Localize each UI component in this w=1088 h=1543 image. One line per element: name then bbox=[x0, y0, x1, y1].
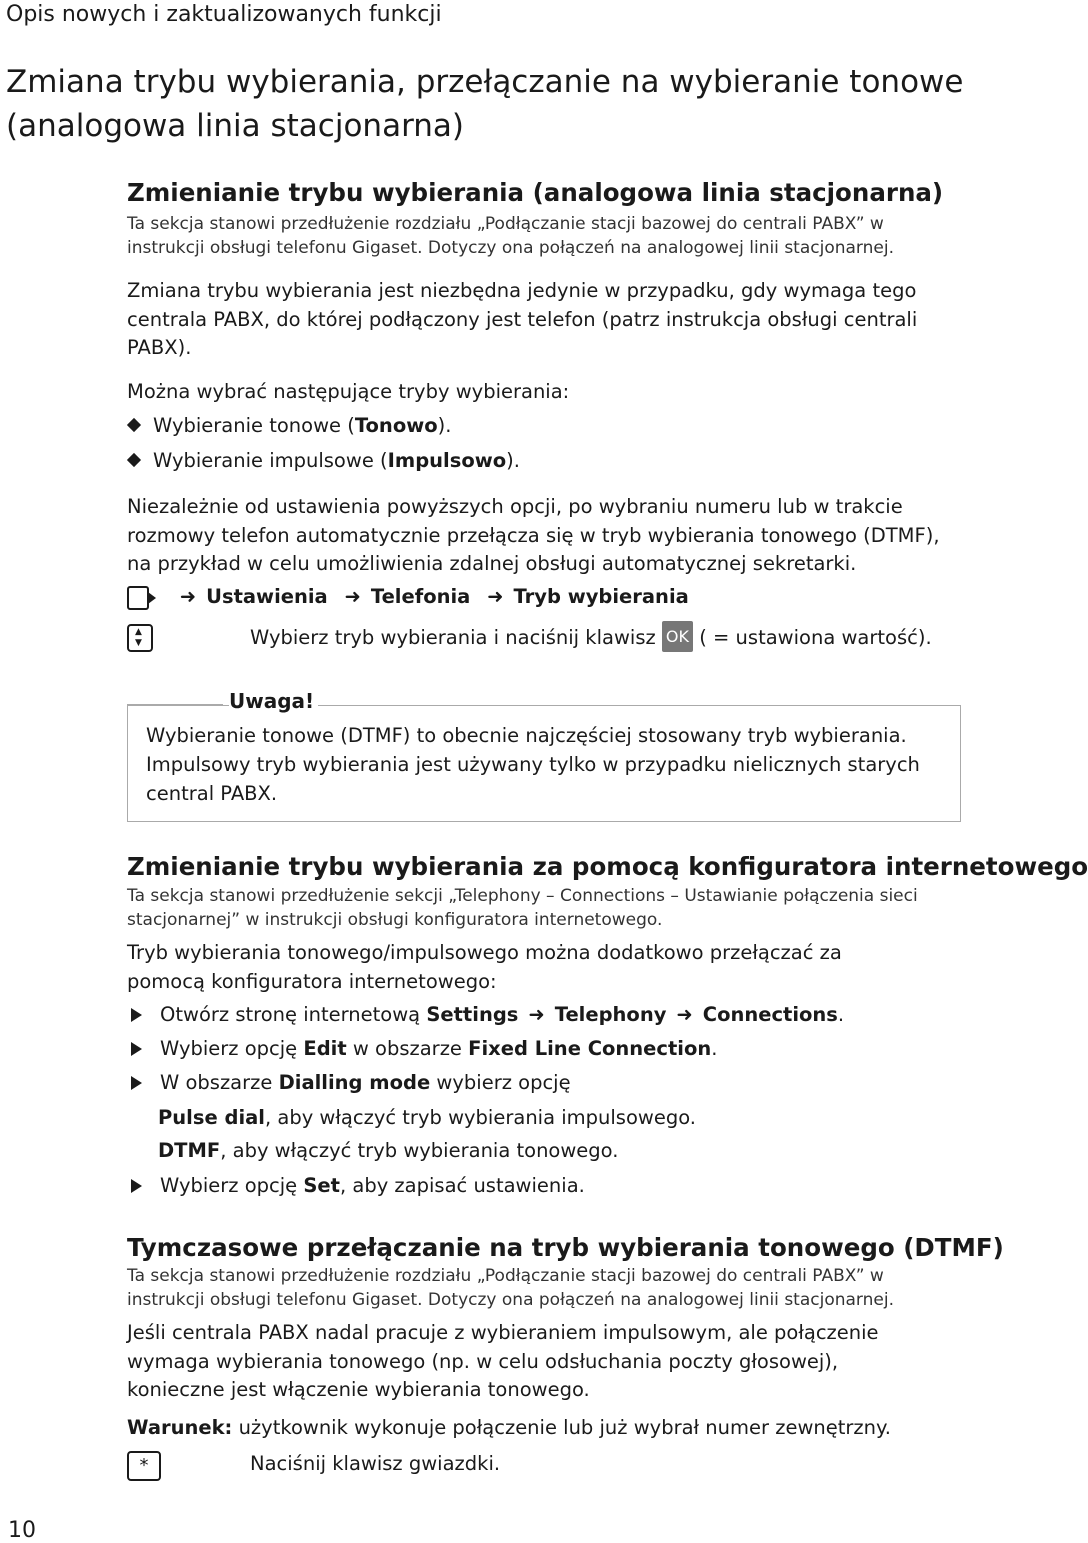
section-intro: instrukcji obsługi telefonu Gigaset. Dotyczy ona połączeń na analogowej linii stacjonarnej. bbox=[127, 238, 894, 258]
star-key-icon: * bbox=[127, 1451, 161, 1481]
list-item: Wybieranie tonowe (Tonowo). bbox=[127, 414, 451, 437]
note-text: Impulsowy tryb wybierania jest używany tylko w przypadku nielicznych starych bbox=[146, 753, 920, 776]
section-heading: Zmienianie trybu wybierania za pomocą konfiguratora internetowego bbox=[127, 852, 1088, 881]
step-item: Wybierz opcję Edit w obszarze Fixed Line Connection. bbox=[127, 1037, 717, 1060]
paragraph: na przykład w celu umożliwienia zdalnej obsługi automatycznej sekretarki. bbox=[127, 552, 857, 575]
arrow-icon: ➜ bbox=[528, 1003, 545, 1026]
paragraph: centrala PABX, do której podłączony jest telefon (patrz instrukcja obsługi centrali bbox=[127, 308, 918, 331]
note-text: Wybieranie tonowe (DTMF) to obecnie najczęściej stosowany tryb wybierania. bbox=[146, 724, 907, 747]
list-item: Wybieranie impulsowe (Impulsowo). bbox=[127, 449, 520, 472]
step-item: W obszarze Dialling mode wybierz opcję bbox=[127, 1071, 571, 1094]
step-arrow-icon bbox=[131, 1042, 142, 1056]
paragraph: PABX). bbox=[127, 336, 192, 359]
ok-key-icon: OK bbox=[662, 621, 693, 652]
arrow-icon: ➜ bbox=[487, 585, 504, 608]
step-item: Otwórz stronę internetową Settings ➜ Telephony ➜ Connections. bbox=[127, 1003, 844, 1026]
condition: Warunek: użytkownik wykonuje połączenie lub już wybrał numer zewnętrzny. bbox=[127, 1416, 891, 1439]
option-item: Pulse dial, aby włączyć tryb wybierania impulsowego. bbox=[158, 1106, 697, 1129]
section-intro: Ta sekcja stanowi przedłużenie rozdziału „Podłączanie stacji bazowej do centrali PABX” w bbox=[127, 214, 884, 234]
page-title: Zmiana trybu wybierania, przełączanie na wybieranie tonowe (analogowa linia stacjonarna) bbox=[6, 64, 964, 144]
paragraph: pomocą konfiguratora internetowego: bbox=[127, 970, 497, 993]
paragraph: rozmowy telefon automatycznie przełącza się w tryb wybierania tonowego (DTMF), bbox=[127, 524, 940, 547]
menu-path: ➜ Ustawienia ➜ Telefonia ➜ Tryb wybierania bbox=[127, 585, 689, 610]
note-title: Uwaga! bbox=[229, 689, 318, 713]
arrow-icon: ➜ bbox=[676, 1003, 693, 1026]
arrow-icon: ➜ bbox=[179, 585, 197, 608]
section-heading: Zmienianie trybu wybierania (analogowa linia stacjonarna) bbox=[127, 178, 944, 207]
section-intro: stacjonarnej” w instrukcji obsługi konfiguratora internetowego. bbox=[127, 910, 663, 930]
section-intro: Ta sekcja stanowi przedłużenie sekcji „Telephony – Connections – Ustawianie połączenia sieci bbox=[127, 886, 918, 906]
paragraph: Można wybrać następujące tryby wybierania: bbox=[127, 380, 570, 403]
instruction-text: Naciśnij klawisz gwiazdki. bbox=[250, 1452, 501, 1475]
bullet-icon bbox=[127, 453, 141, 467]
note-text: central PABX. bbox=[146, 782, 278, 805]
step-item: Wybierz opcję Set, aby zapisać ustawienia. bbox=[127, 1174, 585, 1197]
section-intro: instrukcji obsługi telefonu Gigaset. Dotyczy ona połączeń na analogowej linii stacjonarnej. bbox=[127, 1290, 894, 1310]
option-item: DTMF, aby włączyć tryb wybierania tonowego. bbox=[158, 1139, 619, 1162]
paragraph: Tryb wybierania tonowego/impulsowego można dodatkowo przełączać za bbox=[127, 941, 842, 964]
section-heading: Tymczasowe przełączanie na tryb wybierania tonowego (DTMF) bbox=[127, 1233, 1004, 1262]
running-header: Opis nowych i zaktualizowanych funkcji bbox=[6, 2, 442, 27]
paragraph: wymaga wybierania tonowego (np. w celu odsłuchania poczty głosowej), bbox=[127, 1350, 839, 1373]
step-arrow-icon bbox=[131, 1008, 142, 1022]
paragraph: Zmiana trybu wybierania jest niezbędna jedynie w przypadku, gdy wymaga tego bbox=[127, 279, 917, 302]
arrow-icon: ➜ bbox=[344, 585, 361, 608]
paragraph: Jeśli centrala PABX nadal pracuje z wybieraniem impulsowym, ale połączenie bbox=[127, 1321, 879, 1344]
page-number: 10 bbox=[8, 1518, 36, 1543]
instruction-text: Wybierz tryb wybierania i naciśnij klawisz OK ( = ustawiona wartość). bbox=[250, 621, 932, 652]
menu-key-icon bbox=[127, 586, 149, 610]
navigation-key-icon: ▲ ▼ bbox=[127, 624, 153, 652]
bullet-icon bbox=[127, 418, 141, 432]
step-arrow-icon bbox=[131, 1179, 142, 1193]
paragraph: konieczne jest włączenie wybierania tonowego. bbox=[127, 1378, 590, 1401]
section-intro: Ta sekcja stanowi przedłużenie rozdziału „Podłączanie stacji bazowej do centrali PABX” w bbox=[127, 1266, 884, 1286]
step-arrow-icon bbox=[131, 1076, 142, 1090]
paragraph: Niezależnie od ustawienia powyższych opcji, po wybraniu numeru lub w trakcie bbox=[127, 495, 903, 518]
